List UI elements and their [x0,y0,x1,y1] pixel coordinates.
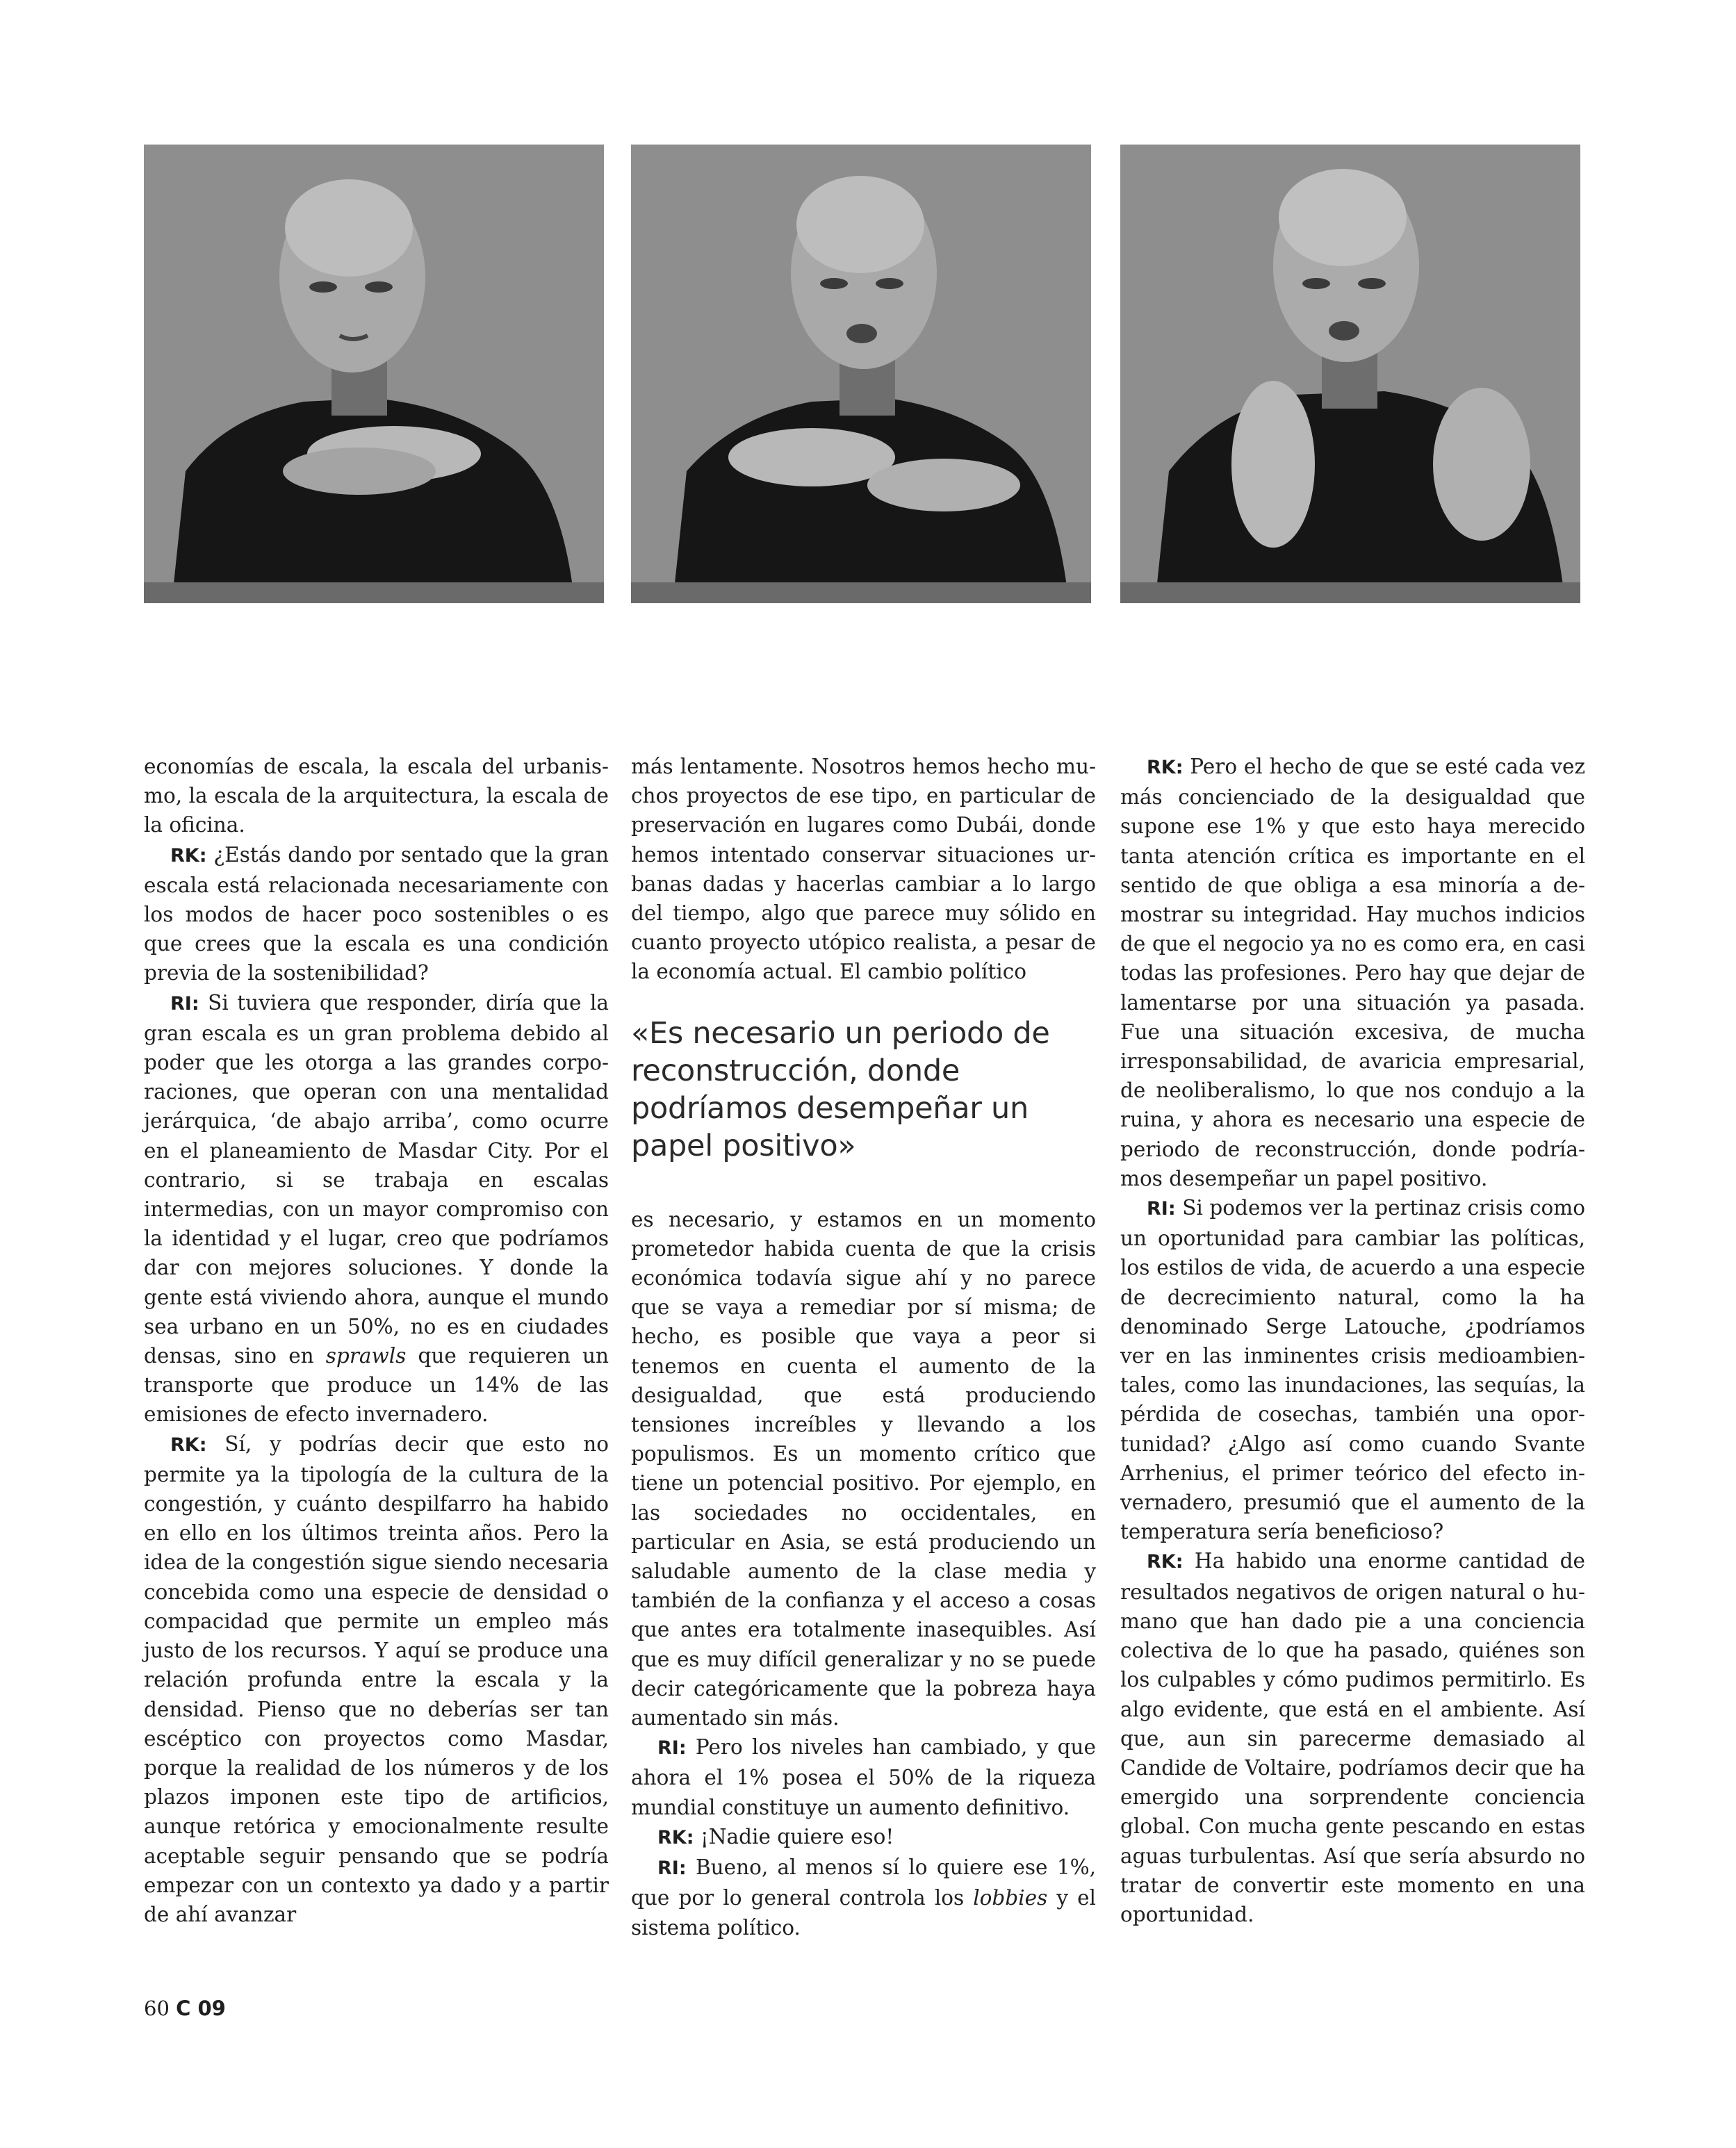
emphasis: lobbies [973,1886,1048,1910]
magazine-issue: C 09 [176,1997,226,2020]
speaker-label: RK: [170,844,207,867]
paragraph-text: Ha habido una enorme cantidad de resultados negativos de origen natural o humano que han dado pie a una conciencia colectiva de lo que ha pasado, quiénes son los culpables y cómo pudimos permitirlo. Es algo evidente, que está en el ambiente. Así que, aun sin parecerme demasiado al Candide de Voltaire, podríamos decir que ha emergido una sorprendente conciencia global. Con mucha gente pescando en estas aguas turbulentas. Así que sería absurdo no tratar de convertir este momento en una oportunidad. [1120,1549,1585,1926]
paragraph-text: Pero los niveles han cambiado, y que ahora el 1% posea el 50% de la riqueza mundial constituye un aumento definitivo. [631,1735,1096,1819]
speaker-label: RI: [657,1737,687,1760]
pull-quote: «Es necesario un periodo de reconstrucción, donde podríamos desempeñar un papel positivo» [631,1015,1050,1163]
emphasis: sprawls [325,1344,407,1368]
paragraph [631,1853,1096,1942]
text-column-1 [144,752,609,1929]
speaker-label: RK: [1147,757,1184,778]
paragraph-text: ¡Nadie quiere eso! [694,1824,894,1848]
paragraph-text: Sí, y podrías decir que esto no permite ya la tipología de la cultura de la congestión, y cuánto despilfarro ha habido en ello en los últimos treinta años. Pero la idea de la congestión sigue siendo necesaria concebida como una especie de densidad o compacidad que permite un empleo más justo de los recursos. Y aquí se produce una relación profunda entre la escala y la densidad. Pienso que no deberías ser tan escéptico con proyectos como Masdar, porque la realidad de los números y de los plazos imponen este tipo de artificios, aunque retórica y emocionalmente resulte aceptable seguir pensando que se podría empezar con un contexto ya dado y a partir de ahí avanzar [144,1432,609,1926]
paragraph [144,988,609,1429]
photo-speaker-2 [631,145,1091,603]
paragraph [144,1429,609,1929]
paragraph: es necesario, y estamos en un momento prometedor habida cuenta de que la crisis económica todavía sigue ahí y no parece que se vaya a remediar por sí misma; de hecho, es posible que vaya a peor si tenemos en cuenta el aumento de la desigualdad, que está produciendo tensiones increíbles y llevando a los populismos. Es un momento crítico que tiene un potencial positivo. Por ejemplo, en las sociedades no occidentales, en particular en Asia, se está produciendo un saludable aumento de la clase media y también de la confianza y el acceso a cosas que antes era totalmente inasequibles. Así que es muy difícil generalizar y no se puede decir categóricamente que la pobreza haya aumentado sin más. [631,1207,1096,1730]
paragraph-text: Si tuviera que responder, diría que la gran escala es un gran problema debido al poder que les otorga a las grandes corporaciones, que operan con una mentalidad jerárquica, ‘de abajo arriba’, como ocurre en el planeamiento de Masdar City. Por el contrario, si se trabaja en escalas intermedias, con un mayor compromiso con la identidad y el lugar, creo que podríamos dar con mejores soluciones. Y donde la gente está viviendo ahora, aunque el mundo sea urbano en un 50%, no es en ciudades densas, sino en [144,990,609,1368]
paragraph-text: Si podemos ver la pertinaz crisis como un oportunidad para cambiar las políticas, los estilos de vida, de acuerdo a una especie de decrecimiento natural, como la ha denominado Serge Latouche, ¿podríamos ver en las inminentes crisis medioambientales, como las inundaciones, las sequías, la pérdida de cosechas, también una oportunidad? ¿Algo así como cuando Svante Arrhenius, el primer teórico del efecto invernadero, presumió que el aumento de la temperatura sería beneficioso? [1120,1196,1585,1544]
paragraph [144,840,609,988]
photo-speaker-1 [144,145,604,603]
paragraph-text: Pero el hecho de que se esté cada vez más concienciado de la desigualdad que supone ese 1% y que esto haya merecido tanta atención crítica es importante en el sentido de que obliga a esa minoría a demostrar su integridad. Hay muchos indicios de que el negocio ya no es como era, en casi todas las profesiones. Pero hay que dejar de lamentarse por una situación ya pasada. Fue una situación excesiva, de mucha irresponsabilidad, de avaricia empresarial, de neoliberalismo, lo que nos condujo a la ruina, y ahora es necesario una especie de periodo de reconstrucción, donde podríamos desempeñar un papel positivo. [1120,755,1585,1190]
paragraph [1120,1193,1585,1546]
text-column-2 [631,752,1096,1942]
speaker-label: RK: [1147,1551,1184,1573]
text-column-3 [1120,752,1585,1929]
paragraph [631,1732,1096,1822]
speaker-label: RK: [657,1826,694,1848]
paragraph [1120,752,1585,1193]
portrait-photo-3 [1120,145,1580,603]
paragraph [631,1822,1096,1853]
paragraph-text: y el sistema político. [631,1886,1096,1940]
paragraph-text: que requieren un transporte que produce un 14% de las emisiones de efecto invernadero. [144,1344,609,1427]
speaker-label: RK: [170,1434,207,1456]
speaker-label: RI: [170,992,199,1015]
speaker-label: RI: [657,1858,687,1880]
speaker-label: RI: [1147,1198,1176,1220]
page-folio [144,1997,226,2020]
paragraph: economías de escala, la escala del urbanismo, la escala de la arquitectura, la escala de la oficina. [144,755,609,837]
paragraph-text: ¿Estás dando por sentado que la gran escala está relacionada necesariamente con los modos de hacer poco sostenibles o es que crees que la escala es una condición previa de la sostenibilidad? [144,842,609,985]
paragraph-text: Bueno, al menos sí lo quiere ese 1%, que por lo general controla los [631,1855,1096,1910]
portrait-photo-2 [631,145,1091,603]
photo-speaker-3 [1120,145,1580,603]
portrait-photo-1 [144,145,604,603]
paragraph [1120,1546,1585,1929]
page-number: 60 [144,1997,170,2020]
paragraph: más lentamente. Nosotros hemos hecho muchos proyectos de ese tipo, en particular de preservación en lugares como Dubái, donde hemos intentado conservar situaciones urbanas dadas y hacerlas cambiar a lo largo del tiempo, algo que parece muy sólido en cuanto proyecto utópico realista, a pesar de la economía actual. El cambio político [631,755,1096,984]
